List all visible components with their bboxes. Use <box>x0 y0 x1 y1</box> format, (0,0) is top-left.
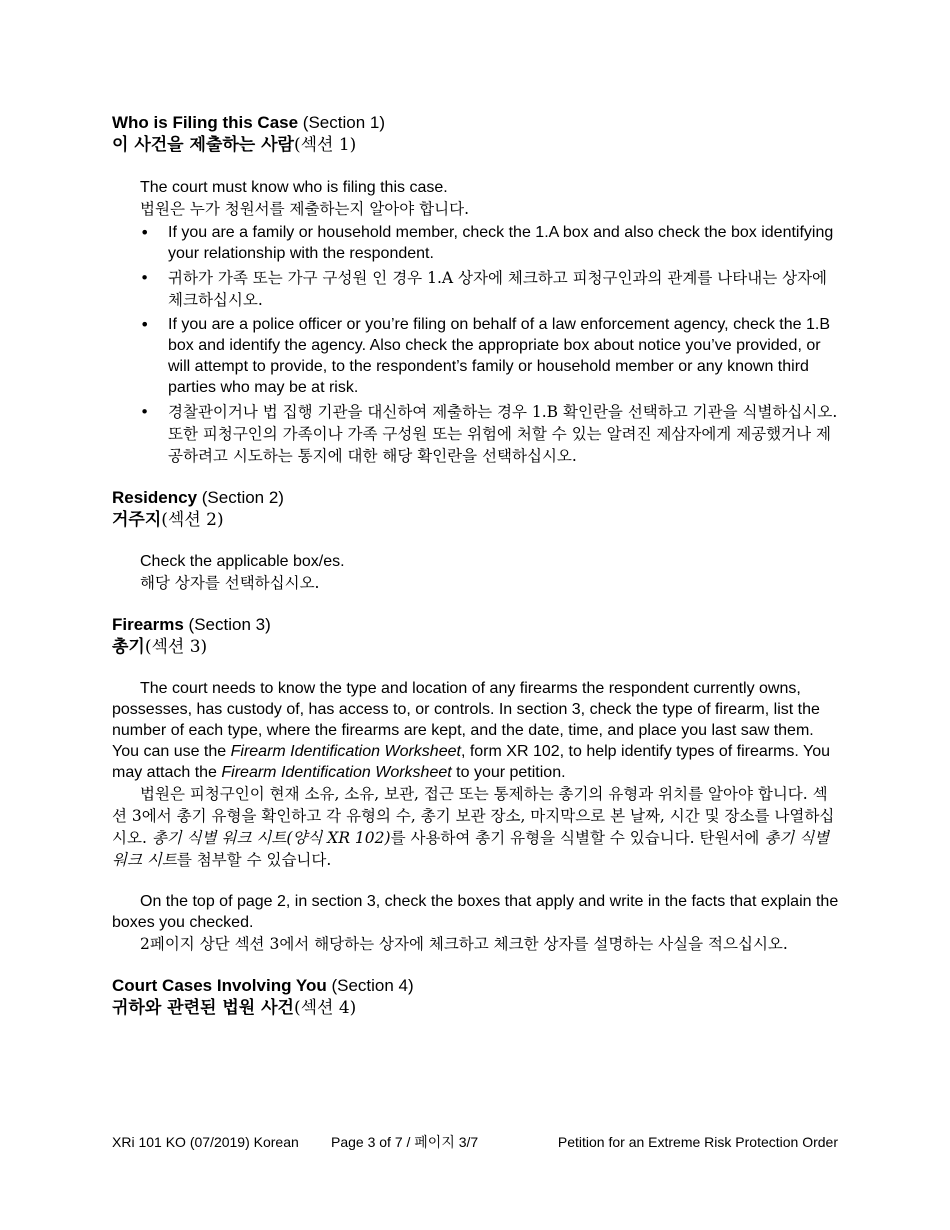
list-item <box>112 314 842 398</box>
section-3-heading-en <box>112 614 842 636</box>
text-run: 법원은 피청구인이 현재 소유, 소유, 보관, 접근 또는 통제하는 총기의 유형과 위치를 알아야 합니다. 섹션 3에서 총기 유형을 확인하고 각 유형의 수, 총기 보관 장소, 마지막으로 본 날짜, 시간 및 장소를 나열하십시오. <box>112 785 835 847</box>
section-4-heading-ko <box>112 997 842 1019</box>
section-3-para-2-ko: 2페이지 상단 섹션 3에서 해당하는 상자에 체크하고 체크한 상자를 설명하는 사실을 적으십시오. <box>140 935 788 953</box>
list-item <box>112 401 842 467</box>
section-title-ko: 거주지 <box>112 510 162 530</box>
footer-page-number: Page 3 of 7 / 페이지 3/7 <box>331 1134 479 1150</box>
section-number-ko: (섹션 1) <box>293 135 357 155</box>
section-number: (Section 1) <box>298 113 386 132</box>
list-item <box>112 267 842 311</box>
bullet-text: If you are a police officer or you’re filing on behalf of a law enforcement agency, check the 1.B box and identify the agency. Also check the appropriate box about notice you’ve provided, or will attempt to provide, to the respondent’s family or household member or any known third parties who may be at risk. <box>168 316 831 396</box>
section-4 <box>112 975 842 1019</box>
section-4-heading-en <box>112 975 842 997</box>
section-number-ko: (섹션 2) <box>161 510 224 530</box>
section-1-intro-ko: 법원은 누가 청원서를 제출하는지 알아야 합니다. <box>140 200 470 218</box>
section-1-bullet-list <box>112 222 842 467</box>
section-1-intro-en: The court must know who is filing this case. <box>140 179 448 196</box>
section-number: (Section 4) <box>326 976 414 995</box>
section-2-heading-en <box>112 487 842 509</box>
footer-form-id: XRi 101 KO (07/2019) Korean <box>112 1134 299 1150</box>
section-title-ko: 이 사건을 제출하는 사람 <box>112 135 294 155</box>
bullet-text: If you are a family or household member, check the 1.A box and also check the box identifying your relationship with the respondent. <box>168 224 834 262</box>
list-item <box>112 222 842 264</box>
bullet-text: 경찰관이거나 법 집행 기관을 대신하여 제출하는 경우 1.B 확인란을 선택하고 기관을 식별하십시오. 또한 피청구인의 가족이나 가족 구성원 또는 위험에 처할 수 있는 알려진 제삼자에게 제공했거나 제공하려고 시도하는 통지에 대한 해당 확인란을 선택하십시오. <box>168 403 838 465</box>
document-page <box>112 112 842 1019</box>
section-title: Firearms <box>112 615 184 634</box>
section-1 <box>112 112 842 467</box>
text-run: 를 사용하여 총기 유형을 식별할 수 있습니다. 탄원서에 <box>390 829 765 847</box>
section-2-body-en: Check the applicable box/es. <box>140 553 345 570</box>
text-run: , form XR 102, to help identify types of firearms. You may attach the <box>112 743 831 781</box>
worksheet-title: Firearm Identification Worksheet <box>230 743 461 760</box>
section-3-para-1-en <box>112 678 842 783</box>
section-number: (Section 2) <box>197 488 284 507</box>
section-title-ko: 총기 <box>112 637 145 657</box>
section-title-ko: 귀하와 관련된 법원 사건 <box>112 998 294 1018</box>
bullet-icon: • <box>140 269 150 287</box>
section-number-ko: (섹션 3) <box>144 637 208 657</box>
text-run: The court needs to know the type and location of any firearms the respondent currently owns, possesses, has custody of, has access to, or controls. In section 3, check the type of firearm, list the number of each type, where the firearms are kept, and the date, time, and place you last saw them. You can use the <box>112 680 820 760</box>
section-number: (Section 3) <box>183 615 271 634</box>
section-3-para-1-ko <box>112 783 842 871</box>
section-1-heading-en <box>112 112 842 134</box>
worksheet-title-ko: 총기 식별 워크 시트(양식 XR 102) <box>151 829 391 847</box>
section-title: Court Cases Involving You <box>112 976 327 995</box>
worksheet-title: Firearm Identification Worksheet <box>221 764 452 781</box>
section-2-heading-ko <box>112 509 842 531</box>
worksheet-title-ko: 총기 식별 워크 시트 <box>112 829 830 869</box>
section-title: Residency <box>112 488 198 507</box>
section-3-heading-ko <box>112 636 842 658</box>
section-2 <box>112 487 842 594</box>
bullet-icon: • <box>140 403 150 421</box>
footer-form-title: Petition for an Extreme Risk Protection Order <box>557 1134 838 1150</box>
bullet-text: 귀하가 가족 또는 가구 구성원 인 경우 1.A 상자에 체크하고 피청구인과의 관계를 나타내는 상자에 체크하십시오. <box>168 269 828 309</box>
bullet-icon: • <box>140 315 150 334</box>
section-number-ko: (섹션 4) <box>293 998 357 1018</box>
text-run: to your petition. <box>451 764 566 781</box>
section-2-body-ko: 해당 상자를 선택하십시오. <box>140 574 320 592</box>
section-3 <box>112 614 842 955</box>
text-run: 를 첨부할 수 있습니다. <box>176 851 332 869</box>
section-1-heading-ko <box>112 134 842 156</box>
section-title: Who is Filing this Case <box>112 113 299 132</box>
section-3-para-2-en: On the top of page 2, in section 3, check the boxes that apply and write in the facts that explain the boxes you checked. <box>112 893 839 931</box>
bullet-icon: • <box>140 223 150 242</box>
